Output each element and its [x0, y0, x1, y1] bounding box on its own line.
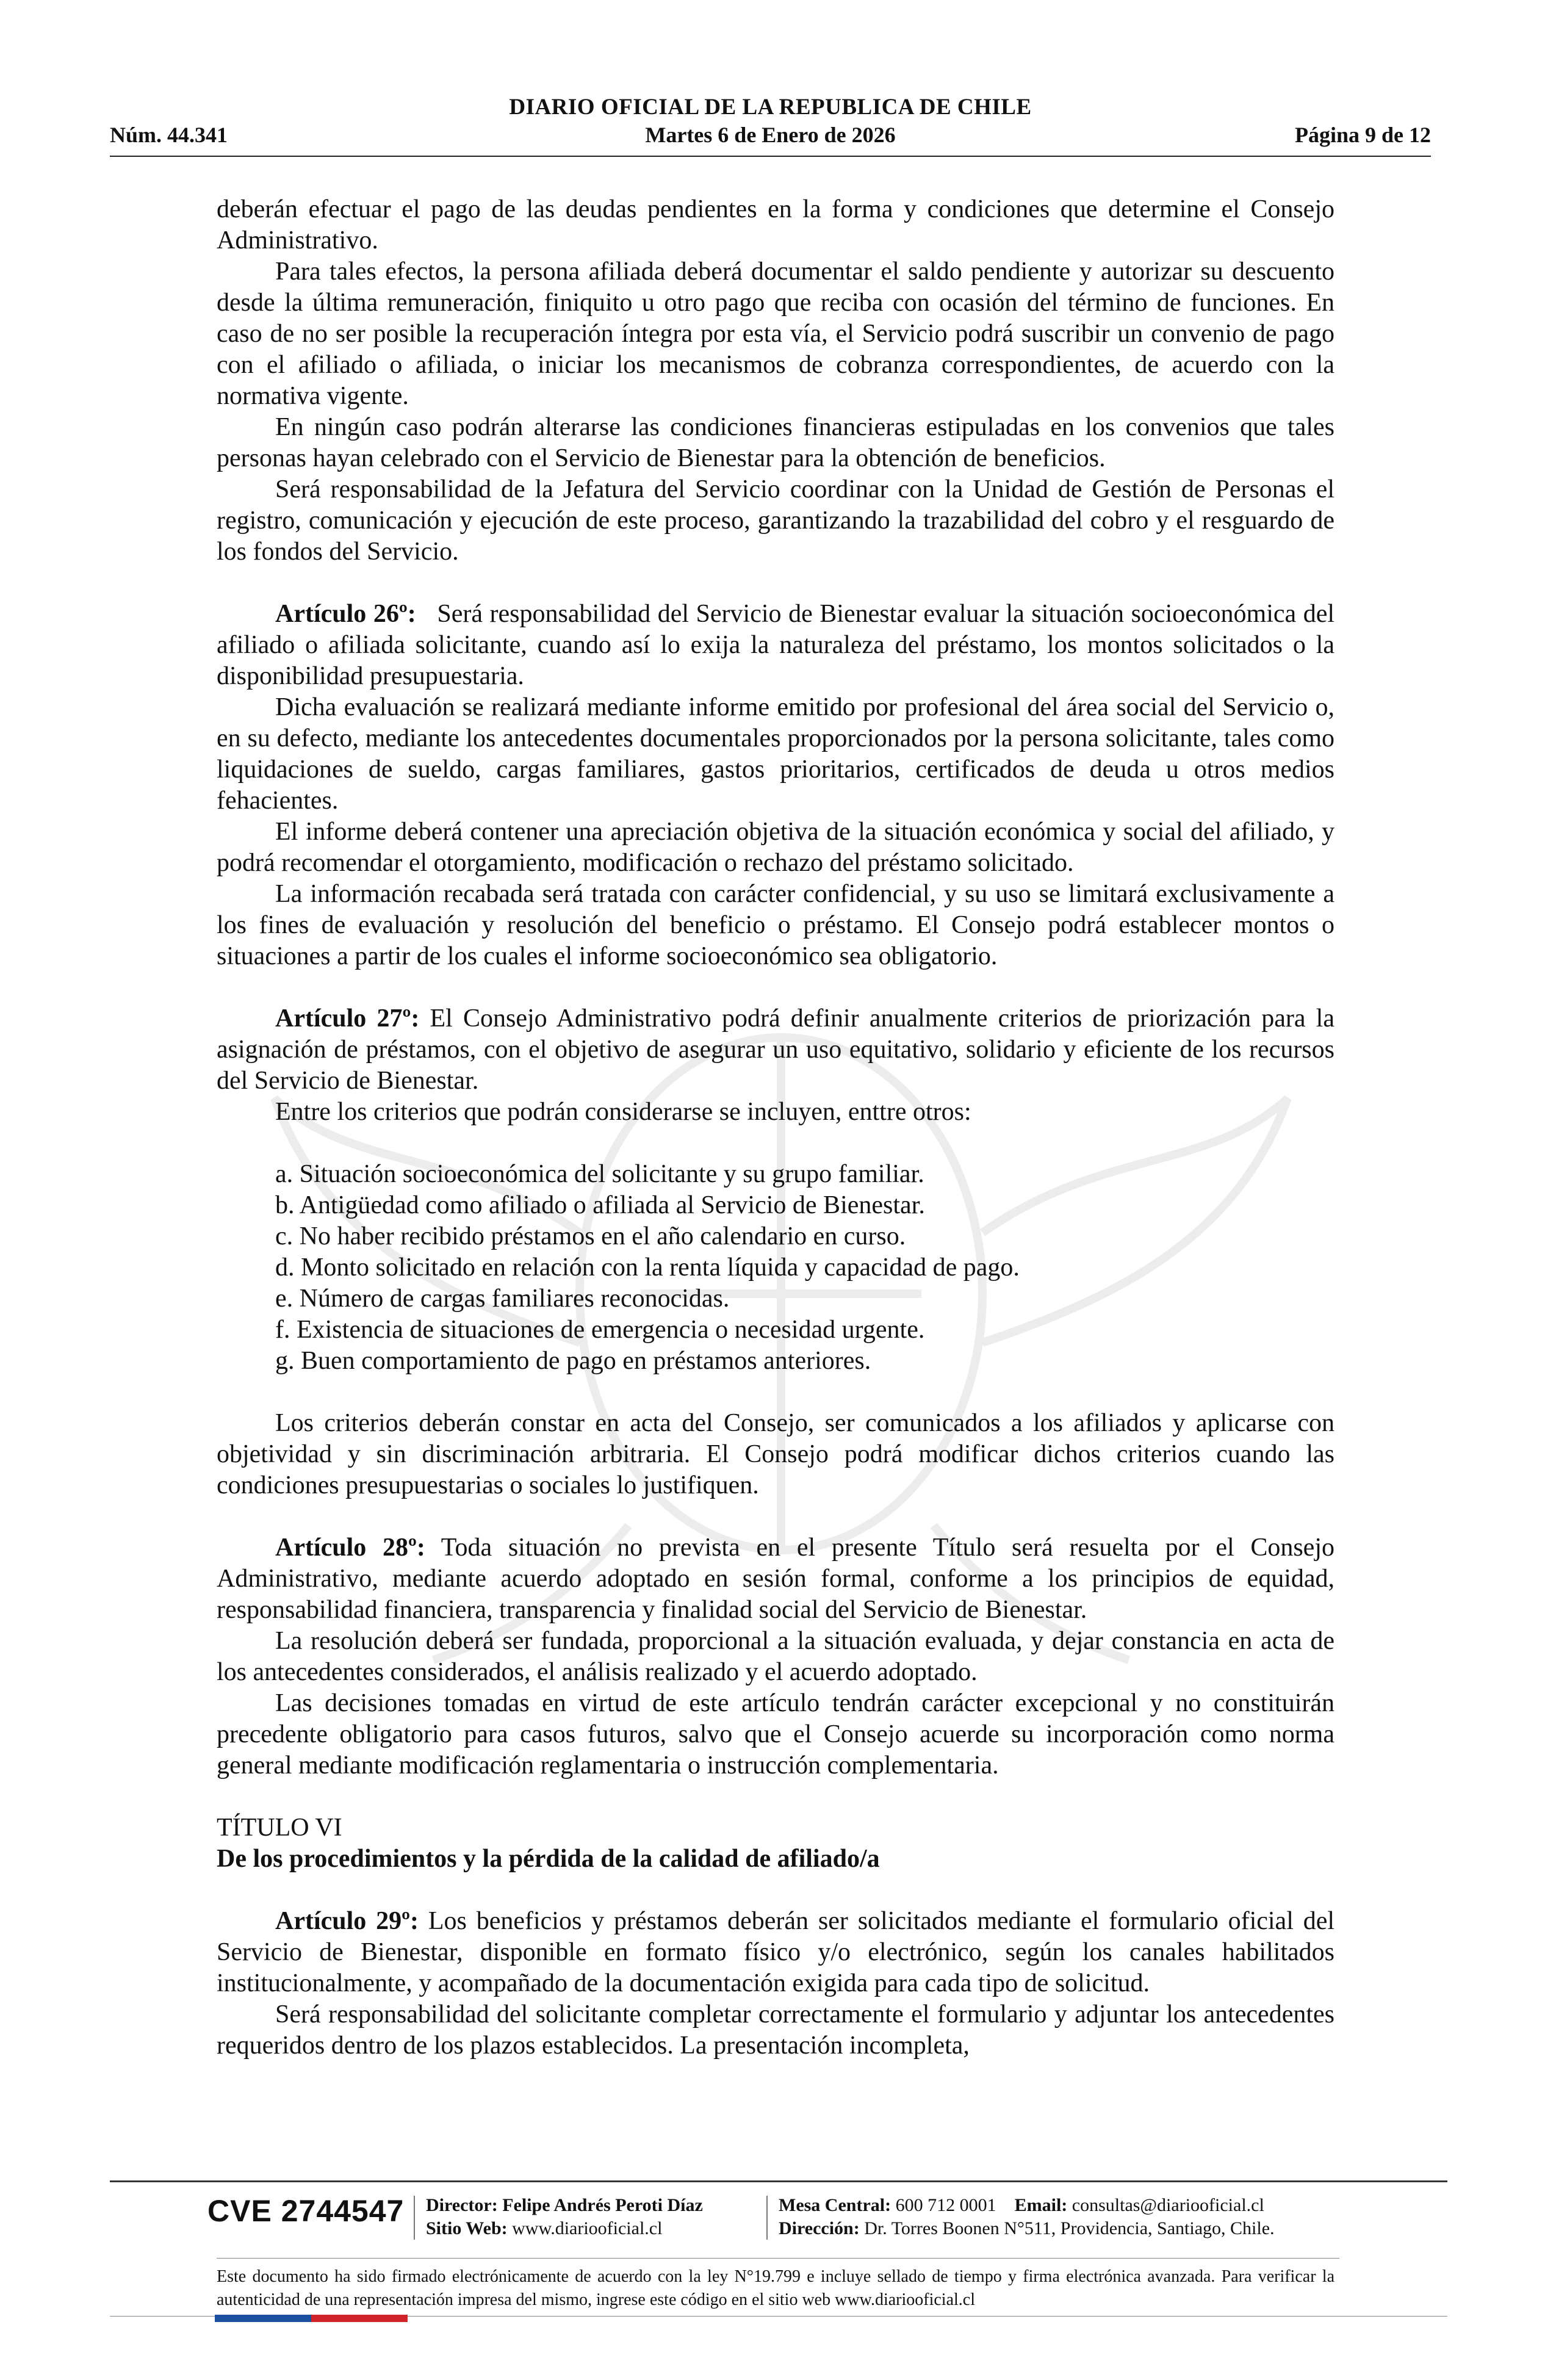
- director-label: Director:: [426, 2195, 498, 2215]
- address-label: Dirección:: [779, 2218, 860, 2238]
- article-27: [217, 1003, 1334, 1097]
- flag-color-bar: [215, 2315, 408, 2322]
- article-28: [217, 1532, 1334, 1626]
- page-number: Página 9 de 12: [1294, 123, 1431, 147]
- article-label: Artículo 29º:: [275, 1907, 419, 1935]
- site-link[interactable]: www.diariooficial.cl: [512, 2218, 663, 2238]
- paragraph: El informe deberá contener una apreciación objetiva de la situación económica y social del afiliado, y podrá recomendar el otorgamiento, modificación o rechazo del préstamo solicitado.: [217, 818, 1334, 877]
- page-header: [110, 92, 1431, 159]
- issue-date: Martes 6 de Enero de 2026: [645, 123, 896, 147]
- paragraph: Las decisiones tomadas en virtud de este artículo tendrán carácter excepcional y no constituirán precedente obligatorio para casos futuros, salvo que el Consejo acuerde su incorporación como norma general mediante modificación reglamentaria o instrucción complementaria.: [217, 1689, 1334, 1780]
- site-label: Sitio Web:: [426, 2218, 508, 2238]
- paragraph: La resolución deberá ser fundada, proporcional a la situación evaluada, y dejar constancia en acta de los antecedentes considerados, el análisis realizado y el acuerdo adoptado.: [217, 1627, 1334, 1686]
- publication-title: DIARIO OFICIAL DE LA REPUBLICA DE CHILE: [509, 95, 1032, 120]
- mesa-label: Mesa Central:: [779, 2195, 891, 2215]
- header-divider: [110, 156, 1431, 157]
- list-item: c. No haber recibido préstamos en el año calendario en curso.: [275, 1222, 906, 1250]
- footer-divider: [217, 2258, 1339, 2259]
- article-text: Toda situación no prevista en el presente Título será resuelta por el Consejo Administrativo, mediante acuerdo adoptado en sesión formal, conforme a los principios de equidad, responsabilidad financiera, transparencia y finalidad social del Servicio de Bienestar.: [217, 1534, 1334, 1624]
- article-text: Los beneficios y préstamos deberán ser solicitados mediante el formulario oficial del Servicio de Bienestar, disponible en formato físico y/o electrónico, según los canales habilitados institucionalmente, y acompañado de la documentación exigida para cada tipo de solicitud.: [217, 1907, 1335, 1997]
- paragraph: Será responsabilidad de la Jefatura del Servicio coordinar con la Unidad de Gestión de Personas el registro, comunicación y ejecución de este proceso, garantizando la trazabilidad del cobro y el resguardo de los fondos del Servicio.: [217, 475, 1334, 566]
- list-item: b. Antigüedad como afiliado o afiliada al Servicio de Bienestar.: [275, 1191, 925, 1219]
- list-item: d. Monto solicitado en relación con la renta líquida y capacidad de pago.: [275, 1253, 1020, 1282]
- article-text: El Consejo Administrativo podrá definir anualmente criterios de priorización para la asignación de préstamos, con el objetivo de asegurar un uso equitativo, solidario y eficiente de los recursos del Servicio de Bienestar.: [217, 1004, 1334, 1095]
- list-item: e. Número de cargas familiares reconocidas.: [275, 1285, 730, 1313]
- article-26: [217, 599, 1334, 692]
- paragraph: Dicha evaluación se realizará mediante informe emitido por profesional del área social del Servicio o, en su defecto, mediante los antecedentes documentales proporcionados por la persona solicitante, tales como liquidaciones de sueldo, cargas familiares, gastos prioritarios, certificados de deuda u otros medios fehacientes.: [217, 693, 1334, 815]
- paragraph: Los criterios deberán constar en acta del Consejo, ser comunicados a los afiliados y aplicarse con objetividad y sin discriminación arbitraria. El Consejo podrá modificar dichos criterios cuando las condiciones presupuestarias o sociales lo justifiquen.: [217, 1409, 1334, 1499]
- footer-separator: [766, 2196, 768, 2240]
- footer-separator: [414, 2196, 415, 2240]
- article-label: Artículo 26º:: [275, 600, 416, 628]
- issue-number: Núm. 44.341: [110, 123, 228, 147]
- paragraph: deberán efectuar el pago de las deudas pendientes en la forma y condiciones que determine el Consejo Administrativo.: [217, 195, 1334, 254]
- director-info: [426, 2194, 703, 2240]
- email-label: Email:: [1014, 2195, 1068, 2215]
- paragraph: Será responsabilidad del solicitante completar correctamente el formulario y adjuntar los antecedentes requeridos dentro de los plazos establecidos. La presentación incompleta,: [217, 2000, 1334, 2060]
- email-link[interactable]: consultas@diariooficial.cl: [1072, 2195, 1264, 2215]
- section-subtitle: De los procedimientos y la pérdida de la calidad de afiliado/a: [217, 1845, 880, 1873]
- article-label: Artículo 27º:: [275, 1004, 420, 1033]
- criteria-list: [217, 1159, 1334, 1377]
- signature-note: Este documento ha sido firmado electrónicamente de acuerdo con la ley N°19.799 e incluye sellado de tiempo y firma electrónica avanzada. Para verificar la autenticidad de una representación impresa del mismo, ingrese este código en el sitio web www.diariooficial.cl: [217, 2267, 1334, 2309]
- cve-code: CVE 2744547: [207, 2194, 405, 2228]
- article-29: [217, 1906, 1334, 1999]
- article-label: Artículo 28º:: [275, 1534, 425, 1562]
- article-text: Será responsabilidad del Servicio de Bienestar evaluar la situación socioeconómica del afiliado o afiliada solicitante, cuando así lo exija la naturaleza del préstamo, los montos solicitados o la disponibilidad presupuestaria.: [217, 600, 1335, 690]
- mesa-phone: 600 712 0001: [895, 2195, 996, 2215]
- section-title: TÍTULO VI: [217, 1814, 342, 1842]
- list-item: g. Buen comportamiento de pago en préstamos anteriores.: [275, 1347, 871, 1375]
- director-name: Felipe Andrés Peroti Díaz: [502, 2195, 703, 2215]
- paragraph: La información recabada será tratada con carácter confidencial, y su uso se limitará exclusivamente a los fines de evaluación y resolución del beneficio o préstamo. El Consejo podrá establecer montos o situaciones a partir de los cuales el informe socioeconómico sea obligatorio.: [217, 880, 1334, 970]
- contact-info: [779, 2194, 1275, 2240]
- list-item: a. Situación socioeconómica del solicitante y su grupo familiar.: [275, 1160, 924, 1188]
- paragraph: Entre los criterios que podrán considerarse se incluyen, enttre otros:: [275, 1098, 971, 1126]
- footer-divider: [110, 2180, 1447, 2182]
- paragraph: En ningún caso podrán alterarse las condiciones financieras estipuladas en los convenios que tales personas hayan celebrado con el Servicio de Bienestar para la obtención de beneficios.: [217, 413, 1334, 472]
- list-item: f. Existencia de situaciones de emergencia o necesidad urgente.: [275, 1316, 925, 1344]
- document-body: [217, 194, 1334, 2061]
- address-value: Dr. Torres Boonen N°511, Providencia, Santiago, Chile.: [864, 2218, 1275, 2238]
- paragraph: Para tales efectos, la persona afiliada deberá documentar el saldo pendiente y autorizar su descuento desde la última remuneración, finiquito u otro pago que reciba con ocasión del término de funciones. En caso de no ser posible la recuperación íntegra por esta vía, el Servicio podrá suscribir un convenio de pago con el afiliado o afiliada, o iniciar los mecanismos de cobranza correspondientes, de acuerdo con la normativa vigente.: [217, 258, 1334, 410]
